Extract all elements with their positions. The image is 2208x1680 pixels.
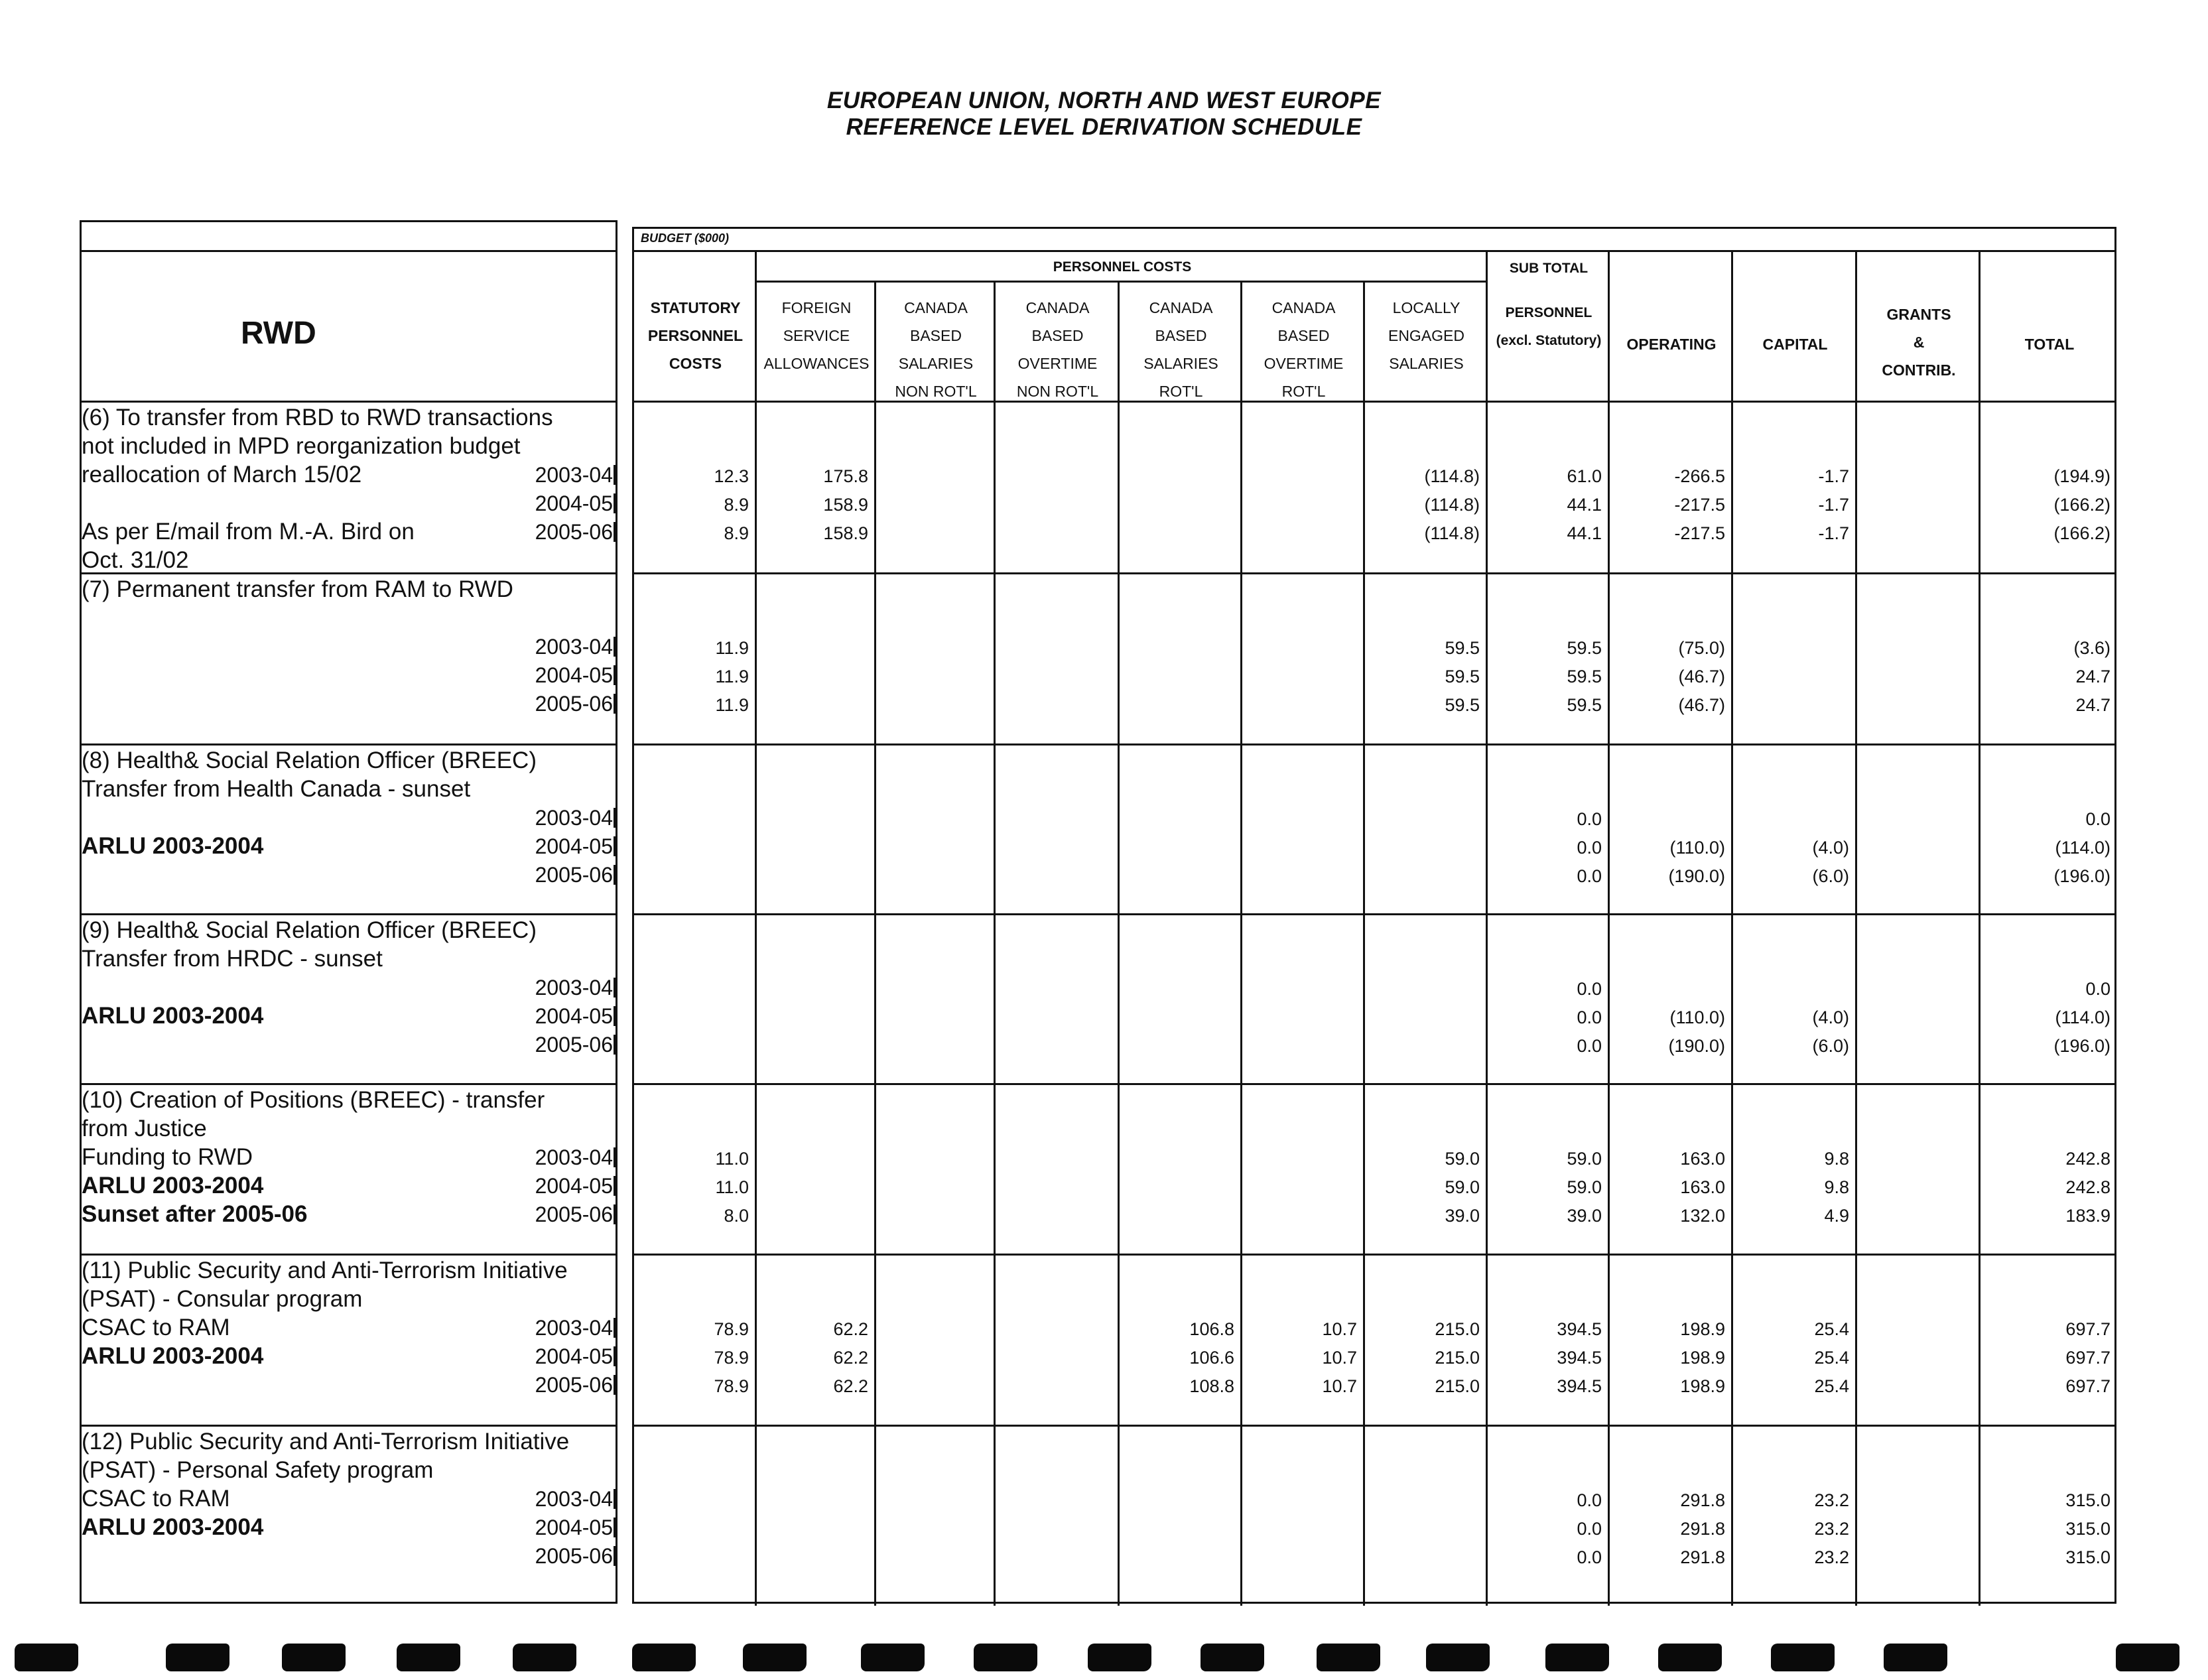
value-cell-capital: -1.7 [1818, 495, 1849, 515]
description-line: As per E/mail from M.-A. Bird on [82, 519, 415, 545]
value-cell-fsa: 62.2 [833, 1348, 868, 1368]
column-divider [994, 281, 996, 1606]
description-line: Transfer from Health Canada - sunset [82, 776, 471, 802]
footer-mark [974, 1644, 1037, 1671]
column-divider [1118, 281, 1120, 1606]
description-line: from Justice [82, 1116, 207, 1141]
value-cell-subtotal: 0.0 [1577, 809, 1602, 829]
fiscal-year-label: 2003-04 [535, 463, 613, 487]
value-cell-total: (166.2) [2053, 523, 2111, 543]
value-cell-operating: (110.0) [1669, 838, 1725, 858]
value-cell-total: 697.7 [2065, 1348, 2111, 1368]
footer-mark [166, 1644, 229, 1671]
footer-mark [513, 1644, 576, 1671]
value-cell-operating: (110.0) [1669, 1007, 1725, 1027]
value-cell-capital: -1.7 [1818, 466, 1849, 486]
value-cell-statutory: 78.9 [714, 1348, 749, 1368]
description-line: (12) Public Security and Anti-Terrorism Initiative [82, 1429, 570, 1454]
fiscal-year-label: 2005-06 [535, 1544, 613, 1568]
value-cell-fsa: 158.9 [823, 495, 868, 515]
description-line: ARLU 2003-2004 [82, 1173, 264, 1198]
value-cell-operating: 163.0 [1680, 1149, 1725, 1169]
value-cell-operating: 291.8 [1680, 1490, 1725, 1510]
fiscal-year-label: 2003-04 [535, 1145, 613, 1169]
year-divider-mark [614, 1375, 616, 1395]
description-line: (8) Health& Social Relation Officer (BREEC) [82, 747, 537, 773]
value-cell-subtotal: 0.0 [1577, 1007, 1602, 1027]
value-cell-cbo_rot: 10.7 [1322, 1348, 1357, 1368]
description-line: ARLU 2003-2004 [82, 1343, 264, 1369]
value-cell-statutory: 11.9 [715, 695, 749, 715]
value-cell-total: (196.0) [2053, 1036, 2111, 1056]
fiscal-year-label: 2004-05 [535, 663, 613, 687]
description-line: (7) Permanent transfer from RAM to RWD [82, 576, 513, 602]
value-cell-fsa: 158.9 [823, 523, 868, 543]
section-divider [634, 743, 2114, 745]
value-cell-cbs_rot: 108.8 [1189, 1376, 1234, 1396]
value-cell-capital: (6.0) [1812, 1036, 1849, 1056]
fiscal-year-label: 2003-04 [535, 1316, 613, 1340]
value-cell-operating: 132.0 [1680, 1206, 1725, 1226]
fiscal-year-label: 2004-05 [535, 1004, 613, 1028]
column-header-grants: GRANTS & CONTRIB. [1882, 306, 1956, 379]
fiscal-year-label: 2005-06 [535, 863, 613, 887]
value-cell-subtotal: 0.0 [1577, 1490, 1602, 1510]
value-cell-operating: 198.9 [1680, 1319, 1725, 1339]
value-cell-total: 315.0 [2065, 1519, 2111, 1539]
value-cell-total: (166.2) [2053, 495, 2111, 515]
description-line: (9) Health& Social Relation Officer (BREEC) [82, 917, 537, 943]
fiscal-year-label: 2005-06 [535, 1373, 613, 1397]
column-header-cbs_rot: CANADA BASED SALARIES ROT'L [1143, 299, 1218, 400]
column-header-cbo_rot: CANADA BASED OVERTIME ROT'L [1264, 299, 1344, 400]
fiscal-year-label: 2004-05 [535, 1174, 613, 1198]
value-cell-capital: 25.4 [1814, 1376, 1849, 1396]
year-divider-mark [614, 978, 616, 998]
description-line: Funding to RWD [82, 1144, 253, 1170]
year-divider-mark [614, 637, 616, 657]
value-cell-subtotal: 61.0 [1567, 466, 1602, 486]
description-line: ARLU 2003-2004 [82, 1514, 264, 1540]
value-cell-operating: 198.9 [1680, 1348, 1725, 1368]
value-cell-cbs_rot: 106.6 [1189, 1348, 1234, 1368]
value-cell-total: 24.7 [2075, 695, 2111, 715]
footer-mark [282, 1644, 346, 1671]
value-cell-les: 59.5 [1445, 667, 1480, 686]
column-header-cbs_non: CANADA BASED SALARIES NON ROT'L [895, 299, 977, 400]
section-divider [634, 1083, 2114, 1085]
value-cell-operating: -217.5 [1674, 523, 1725, 543]
value-cell-les: 59.5 [1445, 695, 1480, 715]
description-line: (6) To transfer from RBD to RWD transactions [82, 405, 553, 430]
footer-mark [1088, 1644, 1151, 1671]
value-cell-les: 215.0 [1435, 1319, 1480, 1339]
footer-mark [1545, 1644, 1609, 1671]
section-divider [634, 913, 2114, 915]
fiscal-year-label: 2005-06 [535, 1033, 613, 1057]
value-cell-subtotal: 59.0 [1567, 1177, 1602, 1197]
year-divider-mark [614, 1489, 616, 1509]
description-line: ARLU 2003-2004 [82, 833, 264, 859]
value-cell-cbo_rot: 10.7 [1322, 1319, 1357, 1339]
value-cell-capital: -1.7 [1818, 523, 1849, 543]
value-cell-statutory: 11.0 [715, 1177, 749, 1197]
year-divider-mark [614, 1006, 616, 1026]
fiscal-year-label: 2003-04 [535, 806, 613, 830]
value-cell-statutory: 8.0 [724, 1206, 749, 1226]
section-divider [634, 1254, 2114, 1256]
value-cell-total: 315.0 [2065, 1547, 2111, 1567]
description-line: Oct. 31/02 [82, 547, 189, 573]
footer-mark [1426, 1644, 1490, 1671]
value-cell-subtotal: 44.1 [1567, 495, 1602, 515]
personnel-costs-divider [757, 281, 1488, 283]
description-section [82, 1425, 616, 1604]
description-line: ARLU 2003-2004 [82, 1003, 264, 1029]
column-divider [1855, 251, 1857, 1606]
value-cell-operating: -217.5 [1674, 495, 1725, 515]
fiscal-year-label: 2005-06 [535, 1202, 613, 1226]
value-cell-subtotal: 39.0 [1567, 1206, 1602, 1226]
column-header-total: TOTAL [2024, 336, 2075, 353]
value-cell-capital: 25.4 [1814, 1348, 1849, 1368]
value-cell-subtotal: 59.5 [1567, 695, 1602, 715]
value-cell-total: 24.7 [2075, 667, 2111, 686]
value-cell-statutory: 11.0 [715, 1149, 749, 1169]
value-cell-subtotal: 394.5 [1557, 1319, 1602, 1339]
value-cell-capital: 4.9 [1824, 1206, 1849, 1226]
description-line: not included in MPD reorganization budget [82, 433, 521, 459]
footer-mark [397, 1644, 460, 1671]
value-cell-capital: 25.4 [1814, 1319, 1849, 1339]
column-header-cbo_non: CANADA BASED OVERTIME NON ROT'L [1016, 299, 1099, 400]
value-cell-fsa: 175.8 [823, 466, 868, 486]
footer-mark [743, 1644, 807, 1671]
value-cell-operating: 291.8 [1680, 1547, 1725, 1567]
section-divider [634, 401, 2114, 403]
description-line: Transfer from HRDC - sunset [82, 946, 383, 972]
value-cell-les: 59.0 [1445, 1149, 1480, 1169]
column-divider [1240, 281, 1242, 1606]
value-cell-les: (114.8) [1424, 466, 1480, 486]
value-cell-total: 183.9 [2065, 1206, 2111, 1226]
year-divider-mark [614, 694, 616, 714]
value-cell-cbo_rot: 10.7 [1322, 1376, 1357, 1396]
value-cell-capital: (4.0) [1812, 838, 1849, 858]
value-cell-statutory: 8.9 [724, 495, 749, 515]
column-divider [1979, 251, 1981, 1606]
value-cell-subtotal: 44.1 [1567, 523, 1602, 543]
document-title-line-2: REFERENCE LEVEL DERIVATION SCHEDULE [846, 114, 1362, 140]
description-section [82, 743, 616, 913]
year-divider-mark [614, 1346, 616, 1366]
value-cell-total: 0.0 [2085, 979, 2111, 999]
value-cell-operating: (190.0) [1668, 866, 1725, 886]
value-cell-total: 242.8 [2065, 1177, 2111, 1197]
value-cell-les: (114.8) [1424, 523, 1480, 543]
description-line: CSAC to RAM [82, 1486, 230, 1512]
value-cell-operating: 163.0 [1680, 1177, 1725, 1197]
description-header [82, 250, 616, 407]
value-cell-statutory: 11.9 [715, 667, 749, 686]
value-cell-operating: (75.0) [1678, 638, 1725, 658]
value-cell-subtotal: 59.5 [1567, 667, 1602, 686]
column-divider [1486, 251, 1488, 1606]
year-divider-mark [614, 1035, 616, 1055]
value-cell-statutory: 78.9 [714, 1319, 749, 1339]
value-cell-capital: 23.2 [1814, 1519, 1849, 1539]
fiscal-year-label: 2004-05 [535, 834, 613, 858]
column-divider [1731, 251, 1733, 1606]
value-cell-subtotal: 59.0 [1567, 1149, 1602, 1169]
value-cell-subtotal: 0.0 [1577, 838, 1602, 858]
description-section [82, 913, 616, 1083]
value-cell-les: (114.8) [1424, 495, 1480, 515]
description-section [82, 572, 616, 743]
fiscal-year-label: 2005-06 [535, 520, 613, 544]
description-line: (10) Creation of Positions (BREEC) - transfer [82, 1087, 545, 1113]
value-cell-total: 697.7 [2065, 1319, 2111, 1339]
description-line: reallocation of March 15/02 [82, 462, 362, 487]
budget-table [632, 227, 2116, 1604]
footer-mark [861, 1644, 925, 1671]
fiscal-year-label: 2004-05 [535, 1516, 613, 1539]
column-header-operating: OPERATING [1626, 336, 1717, 353]
year-divider-mark [614, 1147, 616, 1167]
unit-code-label: RWD [241, 316, 316, 351]
description-line: (PSAT) - Consular program [82, 1286, 363, 1312]
value-cell-total: (114.0) [2055, 838, 2111, 858]
footer-mark [1884, 1644, 1947, 1671]
subtotal-label: SUB TOTAL [1509, 261, 1589, 276]
value-cell-subtotal: 0.0 [1577, 866, 1602, 886]
value-cell-total: 0.0 [2085, 809, 2111, 829]
value-cell-les: 215.0 [1435, 1376, 1480, 1396]
footer-mark [1317, 1644, 1380, 1671]
value-cell-statutory: 8.9 [724, 523, 749, 543]
description-line: CSAC to RAM [82, 1315, 230, 1340]
fiscal-year-label: 2005-06 [535, 692, 613, 716]
value-cell-les: 215.0 [1435, 1348, 1480, 1368]
document-title-line-1: EUROPEAN UNION, NORTH AND WEST EUROPE [826, 88, 1382, 113]
description-section [82, 1083, 616, 1254]
year-divider-mark [614, 865, 616, 885]
section-divider [634, 572, 2114, 574]
value-cell-operating: 198.9 [1680, 1376, 1725, 1396]
footer-mark [632, 1644, 696, 1671]
description-panel [80, 220, 617, 1604]
value-cell-statutory: 12.3 [714, 466, 749, 486]
value-cell-capital: 9.8 [1824, 1149, 1849, 1169]
value-cell-les: 59.0 [1445, 1177, 1480, 1197]
year-divider-mark [614, 665, 616, 685]
year-divider-mark [614, 1204, 616, 1224]
value-cell-subtotal: 394.5 [1557, 1348, 1602, 1368]
value-cell-total: (3.6) [2073, 638, 2111, 658]
year-divider-mark [614, 522, 616, 542]
value-cell-operating: (46.7) [1678, 695, 1725, 715]
year-divider-mark [614, 836, 616, 856]
budget-label-divider [634, 250, 2114, 252]
value-cell-operating: (46.7) [1678, 667, 1725, 686]
value-cell-subtotal: 394.5 [1557, 1376, 1602, 1396]
value-cell-subtotal: 0.0 [1577, 979, 1602, 999]
value-cell-cbs_rot: 106.8 [1189, 1319, 1234, 1339]
column-header-subtotal: PERSONNEL (excl. Statutory) [1496, 305, 1602, 348]
value-cell-capital: 23.2 [1814, 1547, 1849, 1567]
column-header-capital: CAPITAL [1762, 336, 1828, 353]
fiscal-year-label: 2003-04 [535, 976, 613, 1000]
value-cell-capital: 23.2 [1814, 1490, 1849, 1510]
year-divider-mark [614, 493, 616, 513]
value-cell-total: (114.0) [2055, 1007, 2111, 1027]
description-line: (PSAT) - Personal Safety program [82, 1457, 434, 1483]
column-header-statutory: STATUTORY PERSONNEL COSTS [647, 299, 744, 372]
description-section [82, 401, 616, 572]
value-cell-total: 697.7 [2065, 1376, 2111, 1396]
description-line: (11) Public Security and Anti-Terrorism Initiative [82, 1258, 568, 1283]
description-line: Sunset after 2005-06 [82, 1201, 308, 1227]
value-cell-total: (194.9) [2053, 466, 2111, 486]
value-cell-subtotal: 59.5 [1567, 638, 1602, 658]
value-cell-statutory: 11.9 [715, 638, 749, 658]
year-divider-mark [614, 808, 616, 828]
value-cell-fsa: 62.2 [833, 1319, 868, 1339]
value-cell-subtotal: 0.0 [1577, 1547, 1602, 1567]
value-cell-operating: 291.8 [1680, 1519, 1725, 1539]
footer-mark [1771, 1644, 1835, 1671]
value-cell-total: 242.8 [2065, 1149, 2111, 1169]
section-divider [634, 1425, 2114, 1427]
value-cell-operating: (190.0) [1668, 1036, 1725, 1056]
fiscal-year-label: 2004-05 [535, 491, 613, 515]
column-header-fsa: FOREIGN SERVICE ALLOWANCES [763, 299, 870, 372]
column-divider [1608, 251, 1610, 1606]
footer-mark [2116, 1644, 2179, 1671]
page-footer-marks [0, 1644, 2208, 1677]
fiscal-year-label: 2003-04 [535, 1487, 613, 1511]
value-cell-total: 315.0 [2065, 1490, 2111, 1510]
value-cell-operating: -266.5 [1674, 466, 1725, 486]
year-divider-mark [614, 1176, 616, 1196]
fiscal-year-label: 2004-05 [535, 1344, 613, 1368]
footer-mark [15, 1644, 78, 1671]
year-divider-mark [614, 1518, 616, 1537]
column-header-les: LOCALLY ENGAGED SALARIES [1388, 299, 1465, 372]
column-divider [755, 251, 757, 1606]
value-cell-subtotal: 0.0 [1577, 1036, 1602, 1056]
column-divider [874, 281, 876, 1606]
value-cell-capital: (4.0) [1812, 1007, 1849, 1027]
description-section [82, 1254, 616, 1425]
value-cell-fsa: 62.2 [833, 1376, 868, 1396]
year-divider-mark [614, 465, 616, 485]
personnel-costs-label: PERSONNEL COSTS [1053, 259, 1192, 275]
value-cell-total: (196.0) [2053, 866, 2111, 886]
footer-mark [1201, 1644, 1264, 1671]
value-cell-statutory: 78.9 [714, 1376, 749, 1396]
value-cell-capital: (6.0) [1812, 866, 1849, 886]
budget-label: BUDGET ($000) [641, 231, 730, 245]
value-cell-capital: 9.8 [1824, 1177, 1849, 1197]
value-cell-les: 59.5 [1445, 638, 1480, 658]
footer-mark [1658, 1644, 1722, 1671]
year-divider-mark [614, 1318, 616, 1338]
year-divider-mark [614, 1546, 616, 1566]
value-cell-subtotal: 0.0 [1577, 1519, 1602, 1539]
value-cell-les: 39.0 [1445, 1206, 1480, 1226]
fiscal-year-label: 2003-04 [535, 635, 613, 659]
